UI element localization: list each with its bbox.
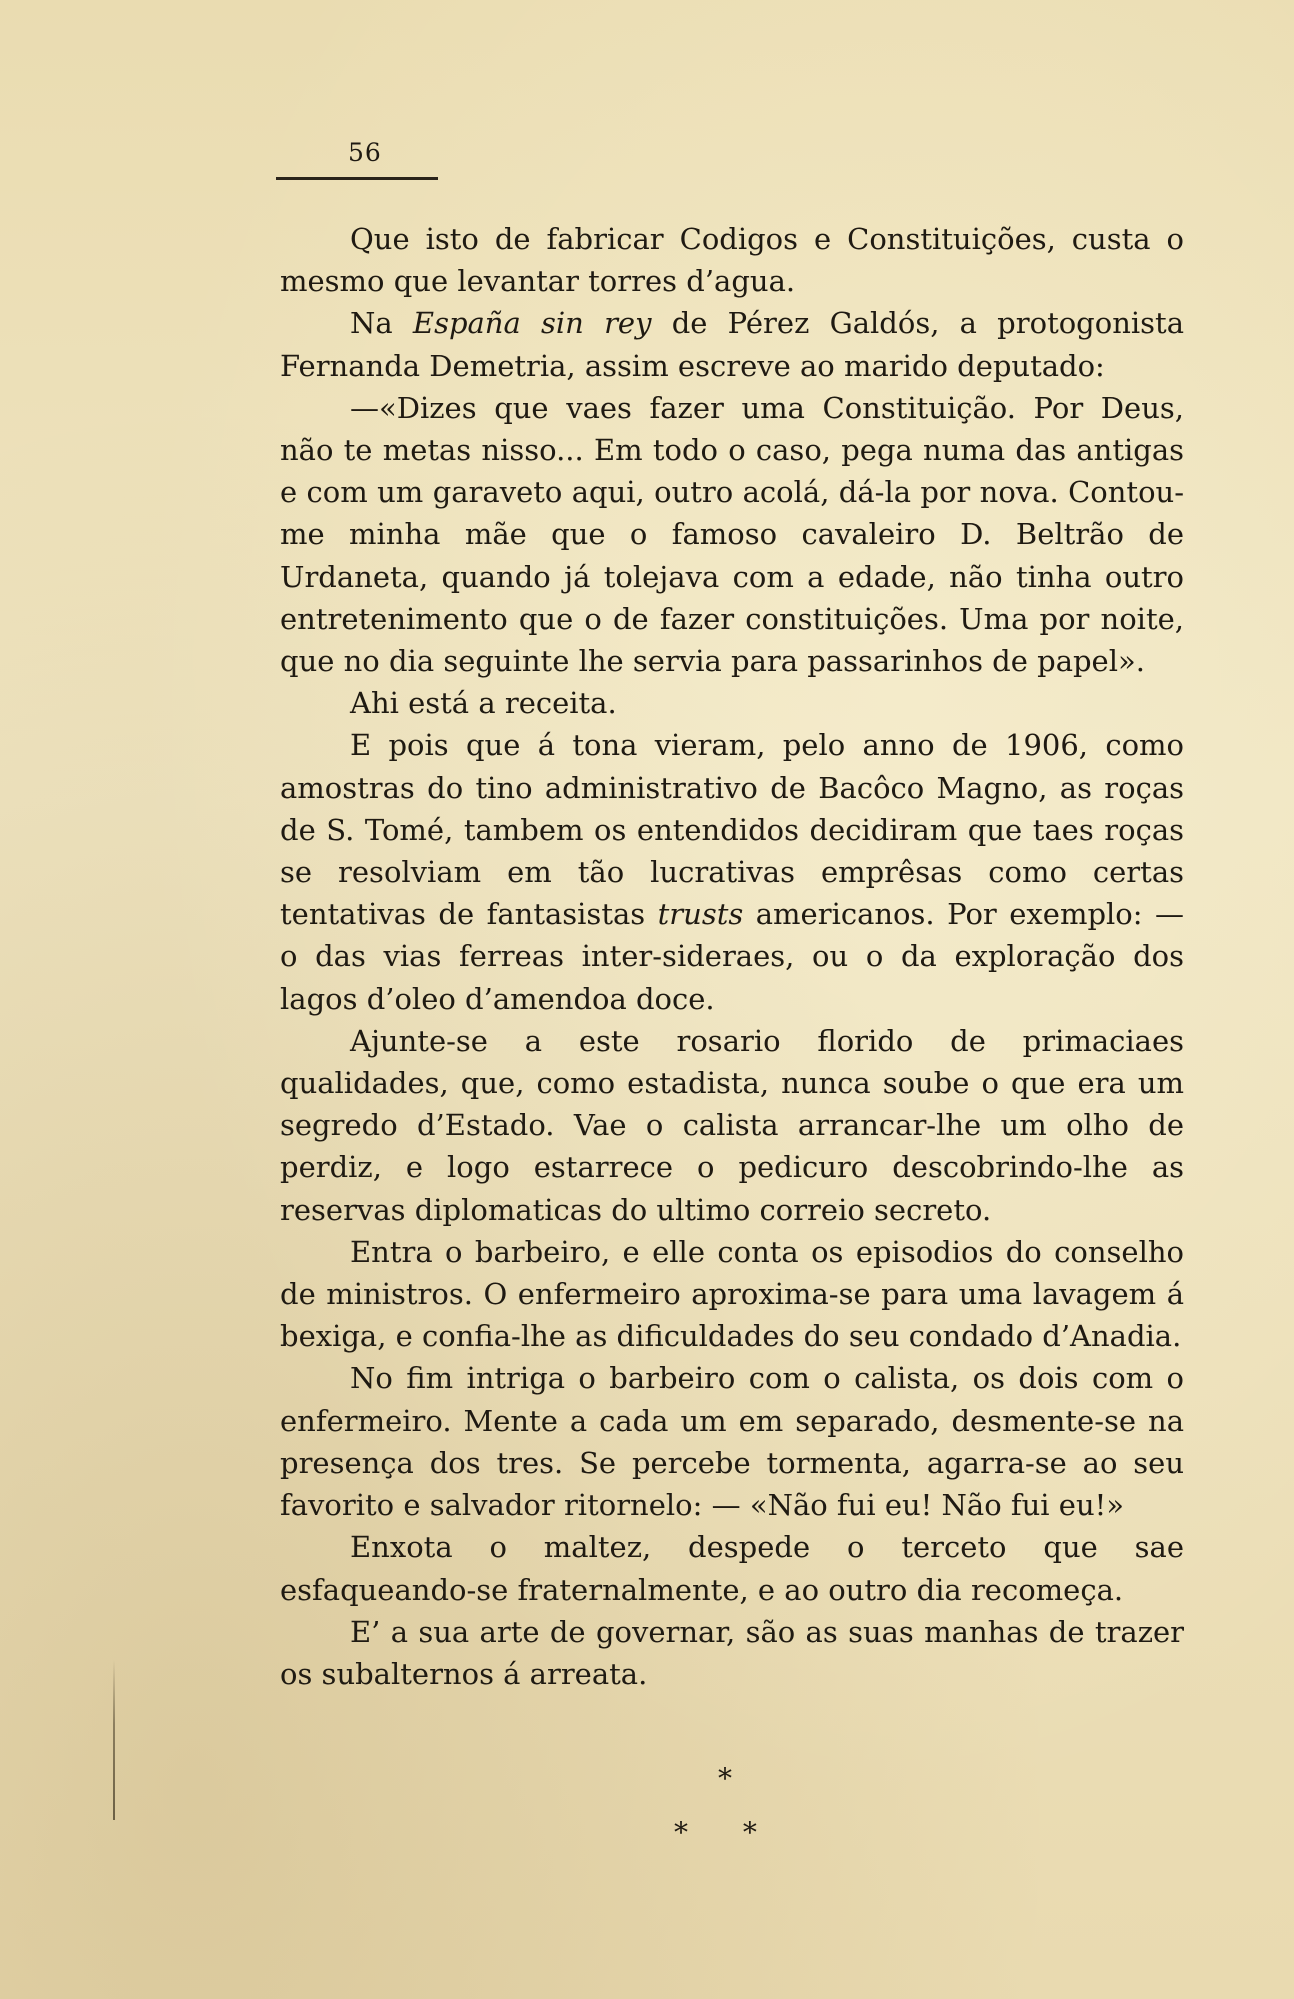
paragraph-text: E pois que á tona vieram, pelo anno de 1906, como amostras do tino administrativo de Bacôco Magno, as roças de S. Tomé, tambem os entendidos decidiram que taes roças se resolviam em tão lucrativas emprêsas como certas tentativas de fantasistas xyxy=(280,728,1184,932)
paragraph-text: Entra o barbeiro, e elle conta os episodios do conselho de ministros. O enfermeiro aproxima-se para uma lavagem á bexiga, e confia-lhe as dificuldades do seu condado d’Anadia. xyxy=(280,1234,1184,1354)
paragraph-text: de Pérez Galdós, a protogonista Fernanda Demetria, assim escreve ao marido deputado: xyxy=(280,306,1184,383)
foreign-word-italic: trusts xyxy=(657,897,744,932)
paragraph-text: Que isto de fabricar Codigos e Constituições, custa o mesmo que levantar torres d’agua. xyxy=(280,222,1184,299)
paragraph-2 xyxy=(280,302,1184,386)
paragraph-text: Enxota o maltez, despede o terceto que sae esfaqueando-se fraternalmente, e ao outro dia recomeça. xyxy=(280,1530,1184,1607)
paragraph-1 xyxy=(280,218,1184,302)
section-break-asterisk-top: * xyxy=(718,1762,732,1795)
paragraph-text: Na xyxy=(350,306,413,341)
paragraph-text: —«Dizes que vaes fazer uma Constituição. Por Deus, não te metas nisso... Em todo o caso, pega numa das antigas e com um garaveto aqui, outro acolá, dá-la por nova. Contou-me minha mãe que o famoso cavaleiro D. Beltrão de Urdaneta, quando já tolejava com a edade, não tinha outro entretenimento que o de fazer constituições. Uma por noite, que no dia seguinte lhe servia para passarinhos de papel». xyxy=(280,390,1184,679)
paragraph-text: No fim intriga o barbeiro com o calista, os dois com o enfermeiro. Mente a cada um em separado, desmente-se na presença dos tres. Se percebe tormenta, agarra-se ao seu favorito e salvador ritornelo: — «Não fui eu! Não fui eu!» xyxy=(280,1361,1184,1523)
paragraph-7 xyxy=(280,1231,1184,1358)
paragraph-text: Ajunte-se a este rosario florido de primaciaes qualidades, que, como estadista, nunca soube o que era um segredo d’Estado. Vae o calista arrancar-lhe um olho de perdiz, e logo estarrece o pedicuro descobrindo-lhe as reservas diplomaticas do ultimo correio secreto. xyxy=(280,1023,1184,1227)
header-rule xyxy=(276,177,438,180)
page-number: 56 xyxy=(348,138,382,167)
body-text xyxy=(280,218,1184,1695)
paragraph-3 xyxy=(280,387,1184,682)
book-title-italic: España sin rey xyxy=(412,306,652,341)
margin-mark xyxy=(113,1660,115,1820)
paragraph-6 xyxy=(280,1020,1184,1231)
paragraph-text: americanos. Por exemplo: — o das vias ferreas inter-sideraes, ou o da exploração dos lagos d’oleo d’amendoa doce. xyxy=(280,897,1185,1016)
paragraph-4 xyxy=(280,682,1184,724)
paragraph-text: Ahi está a receita. xyxy=(350,686,617,721)
paragraph-10 xyxy=(280,1611,1184,1695)
paragraph-9 xyxy=(280,1526,1184,1610)
paragraph-5 xyxy=(280,724,1184,1019)
paragraph-text: E’ a sua arte de governar, são as suas manhas de trazer os subalternos á arreata. xyxy=(280,1614,1184,1691)
paragraph-8 xyxy=(280,1357,1184,1526)
section-break-asterisks-bottom: * * xyxy=(674,1816,757,1849)
